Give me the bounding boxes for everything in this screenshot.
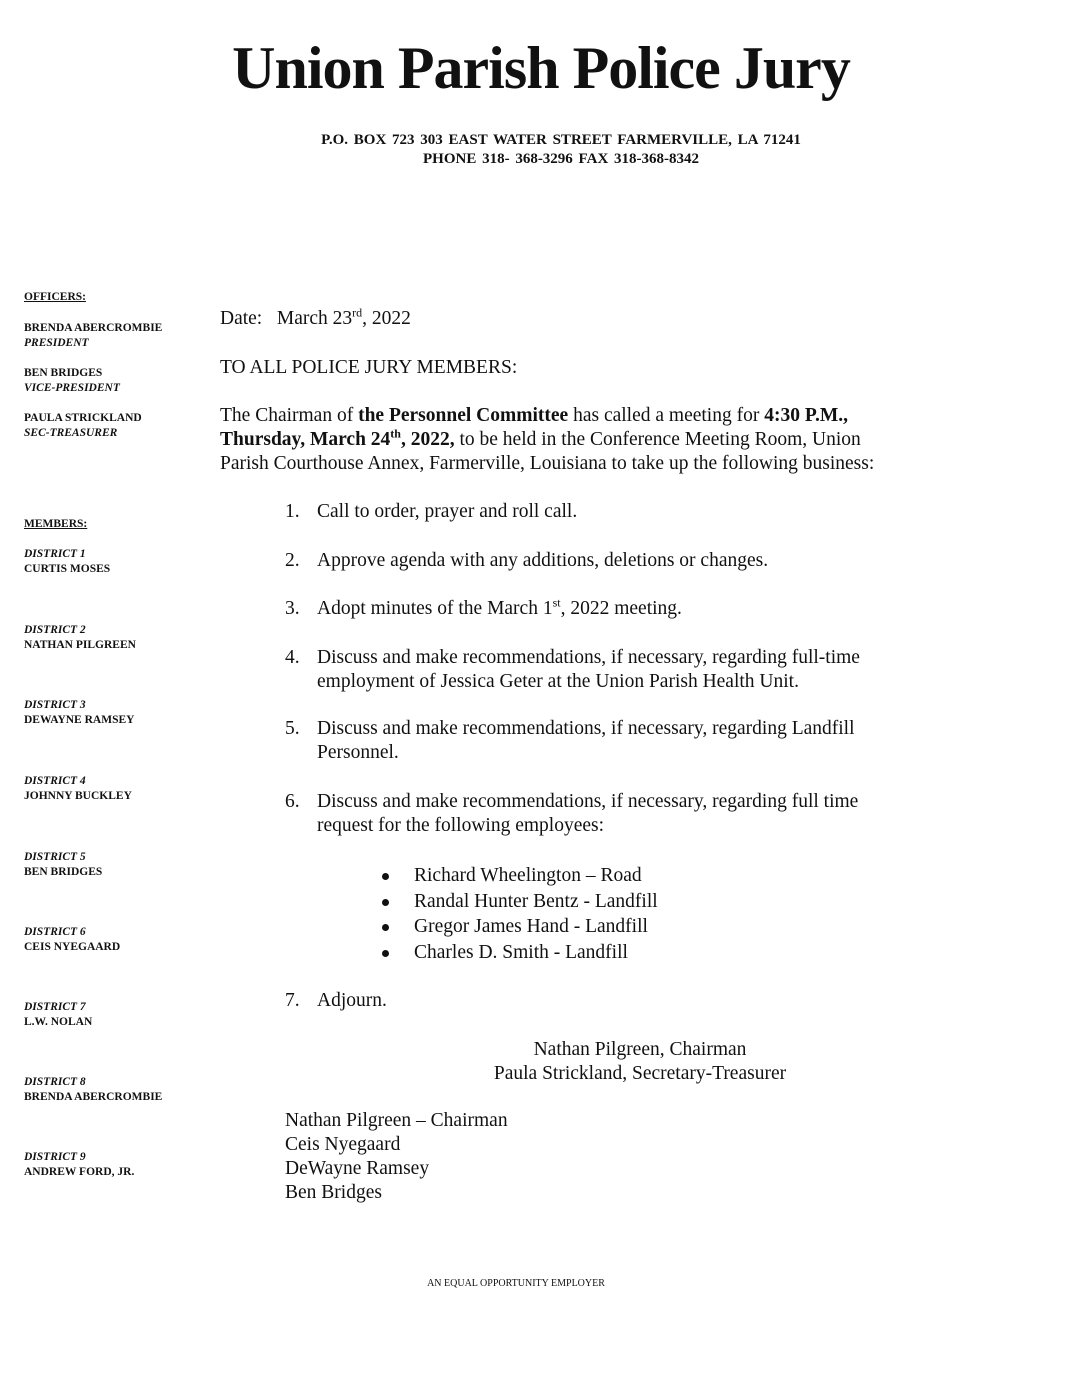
officer-entry: PAULA STRICKLAND SEC-TREASURER — [24, 412, 142, 439]
list-item: Ben Bridges — [285, 1182, 382, 1203]
signature-block: Nathan Pilgreen, Chairman Paula Strickland, Secretary-Treasurer — [493, 1039, 787, 1084]
list-item: Ceis Nyegaard — [285, 1134, 401, 1155]
member-entry: DISTRICT 3 DEWAYNE RAMSEY — [24, 699, 135, 726]
employee-list — [382, 864, 882, 966]
agenda-item: 6. Discuss and make recommendations, if necessary, regarding full time request for the following employees: — [285, 791, 859, 836]
member-entry: DISTRICT 9 ANDREW FORD, JR. — [24, 1151, 135, 1178]
agenda-item: 5. Discuss and make recommendations, if necessary, regarding Landfill Personnel. — [285, 718, 855, 763]
list-item: Richard Wheelington – Road — [382, 864, 882, 890]
member-entry: DISTRICT 8 BRENDA ABERCROMBIE — [24, 1076, 163, 1103]
list-item: Randal Hunter Bentz - Landfill — [382, 890, 882, 916]
letterhead-address: P.O. BOX 723 303 EAST WATER STREET FARMERVILLE, LA 71241 — [321, 132, 801, 148]
letter-salutation: TO ALL POLICE JURY MEMBERS: — [220, 357, 518, 378]
agenda-item: 1. Call to order, prayer and roll call. — [285, 501, 578, 522]
bullet-icon — [382, 924, 389, 931]
member-entry: DISTRICT 5 BEN BRIDGES — [24, 851, 103, 878]
officers-heading: OFFICERS: — [24, 291, 86, 303]
member-entry: DISTRICT 7 L.W. NOLAN — [24, 1001, 93, 1028]
committee-members — [285, 1109, 685, 1205]
letterhead-phone-fax: PHONE 318- 368-3296 FAX 318-368-8342 — [422, 151, 700, 167]
officer-entry: BEN BRIDGES VICE-PRESIDENT — [24, 367, 120, 394]
member-entry: DISTRICT 1 CURTIS MOSES — [24, 548, 111, 575]
agenda-item: 4. Discuss and make recommendations, if necessary, regarding full-time employment of Jessica Geter at the Union Parish Health Unit. — [285, 647, 860, 692]
bullet-icon — [382, 950, 389, 957]
member-entry: DISTRICT 2 NATHAN PILGREEN — [24, 624, 136, 651]
member-entry: DISTRICT 6 CEIS NYEGAARD — [24, 926, 121, 953]
agenda-item: 7. Adjourn. — [285, 990, 387, 1011]
bullet-icon — [382, 899, 389, 906]
list-item: Charles D. Smith - Landfill — [382, 941, 882, 967]
agenda-item: 3. Adopt minutes of the March 1st, 2022 meeting. — [285, 595, 682, 619]
list-item: DeWayne Ramsey — [285, 1158, 430, 1179]
bullet-icon — [382, 873, 389, 880]
list-item: Nathan Pilgreen – Chairman — [285, 1110, 508, 1131]
letter-intro: The Chairman of the Personnel Committee has called a meeting for 4:30 P.M., Thursday, March 24th, 2022, to be held in the Conference Meeting Room, Union Parish Courthouse Annex, Farmerville, Louisiana to take up the following business: — [220, 405, 875, 474]
agenda-item: 2. Approve agenda with any additions, deletions or changes. — [285, 550, 769, 571]
members-heading: MEMBERS: — [24, 518, 88, 530]
footer-text: AN EQUAL OPPORTUNITY EMPLOYER — [427, 1278, 605, 1289]
member-entry: DISTRICT 4 JOHNNY BUCKLEY — [24, 775, 132, 802]
letterhead-title: Union Parish Police Jury — [232, 35, 850, 101]
letter-date: Date: March 23rd, 2022 — [220, 305, 411, 329]
list-item: Gregor James Hand - Landfill — [382, 915, 882, 941]
officer-entry: BRENDA ABERCROMBIE PRESIDENT — [24, 322, 163, 349]
